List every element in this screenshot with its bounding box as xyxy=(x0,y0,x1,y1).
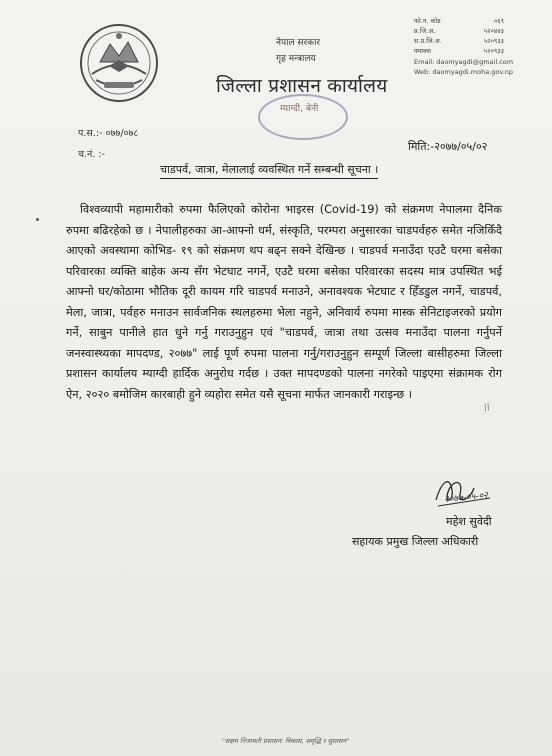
contact-block xyxy=(414,16,513,77)
contact-value: ५२०९३३ xyxy=(483,37,504,45)
signatory-name: महेश सुवेदी xyxy=(446,515,492,528)
margin-tick-mark: // xyxy=(482,402,492,414)
contact-label: फो.न. कोड xyxy=(414,17,441,25)
reference-number: प.स.:- ०७७/०७८ xyxy=(78,128,139,139)
contact-row xyxy=(414,26,513,36)
contact-row xyxy=(414,46,513,56)
contact-row xyxy=(414,36,513,46)
nepal-emblem-logo xyxy=(78,22,160,104)
contact-row xyxy=(414,16,513,26)
contact-label: प्र.जि.अ. xyxy=(414,27,436,35)
office-location: म्याग्दी, बेनी xyxy=(280,104,319,114)
margin-mark xyxy=(36,218,39,221)
signatory-title: सहायक प्रमुख जिल्ला अधिकारी xyxy=(352,535,479,548)
letter-date: मिति:-२०७७/०५/०२ xyxy=(408,140,488,153)
contact-label: स.प्र.जि.अ. xyxy=(414,37,442,45)
contact-value: ५२०९३३ xyxy=(483,47,504,55)
contact-value: ५२०४४३ xyxy=(483,27,504,35)
signature-date: २०७७-०५-०२ xyxy=(443,490,489,506)
contact-value: ०६९ xyxy=(493,17,504,25)
office-title: जिल्ला प्रशासन कार्यालय xyxy=(216,75,388,97)
government-label: नेपाल सरकार xyxy=(276,38,321,48)
ministry-label: गृह मन्त्रालय xyxy=(276,54,316,64)
notice-body: विश्वव्यापी महामारीको रुपमा फैलिएको कोरोना भाइरस (Covid-19) को संक्रमण नेपालमा दैनिक रुपमा बढिरहेको छ । नेपालीहरुका आ-आफ्नो धर्म, संस्कृति, परम्परा अनुसारका चाडपर्वहरु समेत नजिकिँदै आएको अवस्थामा कोभिड- १९ को संक्रमण थप बढ्न सक्ने देखिन्छ । चाडपर्व मनाउँदा एउटै घरमा बसेका परिवारका व्यक्ति बाहेक अन्य सँग भेटघाट नगर्ने, एउटै घरमा बसेका परिवारका सदस्य मात्र उपस्थित भई आफ्नो घर/कोठामा भौतिक दूरी कायम गरि चाडपर्व मनाउने, अनावश्यक भेटघाट र हिँडडुल नगर्ने, चाडपर्व, मेला, जात्रा, पर्वहरु मनाउन सार्वजनिक स्थलहरुमा भेला नहुने, अनिवार्य रुपमा मास्क सेनिटाइजरको प्रयोग गर्ने, साबुन पानीले हात धुने गर्नु गराउनुहुन एवं "चाडपर्व, जात्रा तथा उत्सव मनाउँदा पालना गर्नुपर्ने जनस्वास्थ्यका मापदण्ड, २०७७" लाई पूर्ण रुपमा पालना गर्नु/गराउनुहुन सम्पूर्ण जिल्ला बासीहरुमा जिल्ला प्रशासन कार्यालय म्याग्दी हार्दिक अनुरोध गर्दछ । उक्त मापदण्डको पालना नगरेको पाइएमा संक्रामक रोग ऐन, २०२० बमोजिम कारबाही हुने व्यहोरा समेत यसै सूचना मार्फत जानकारी गराइन्छ । xyxy=(66,203,502,401)
website-text: Web: daomyagdi.moha.gov.np xyxy=(414,68,514,76)
email-text: Email: daomyagdi@gmail.com xyxy=(414,58,514,66)
contact-label: फ्याक्स xyxy=(414,47,431,55)
footer-slogan: "सक्षम निजामती प्रशासन: विकास, समृद्धि र सुशासन" xyxy=(222,737,350,745)
subject-line: चाडपर्व, जात्रा, मेलालाई व्यवस्थित गर्ने सम्बन्धी सूचना । xyxy=(160,162,378,179)
dispatch-number: च.नं. :- xyxy=(78,149,105,160)
